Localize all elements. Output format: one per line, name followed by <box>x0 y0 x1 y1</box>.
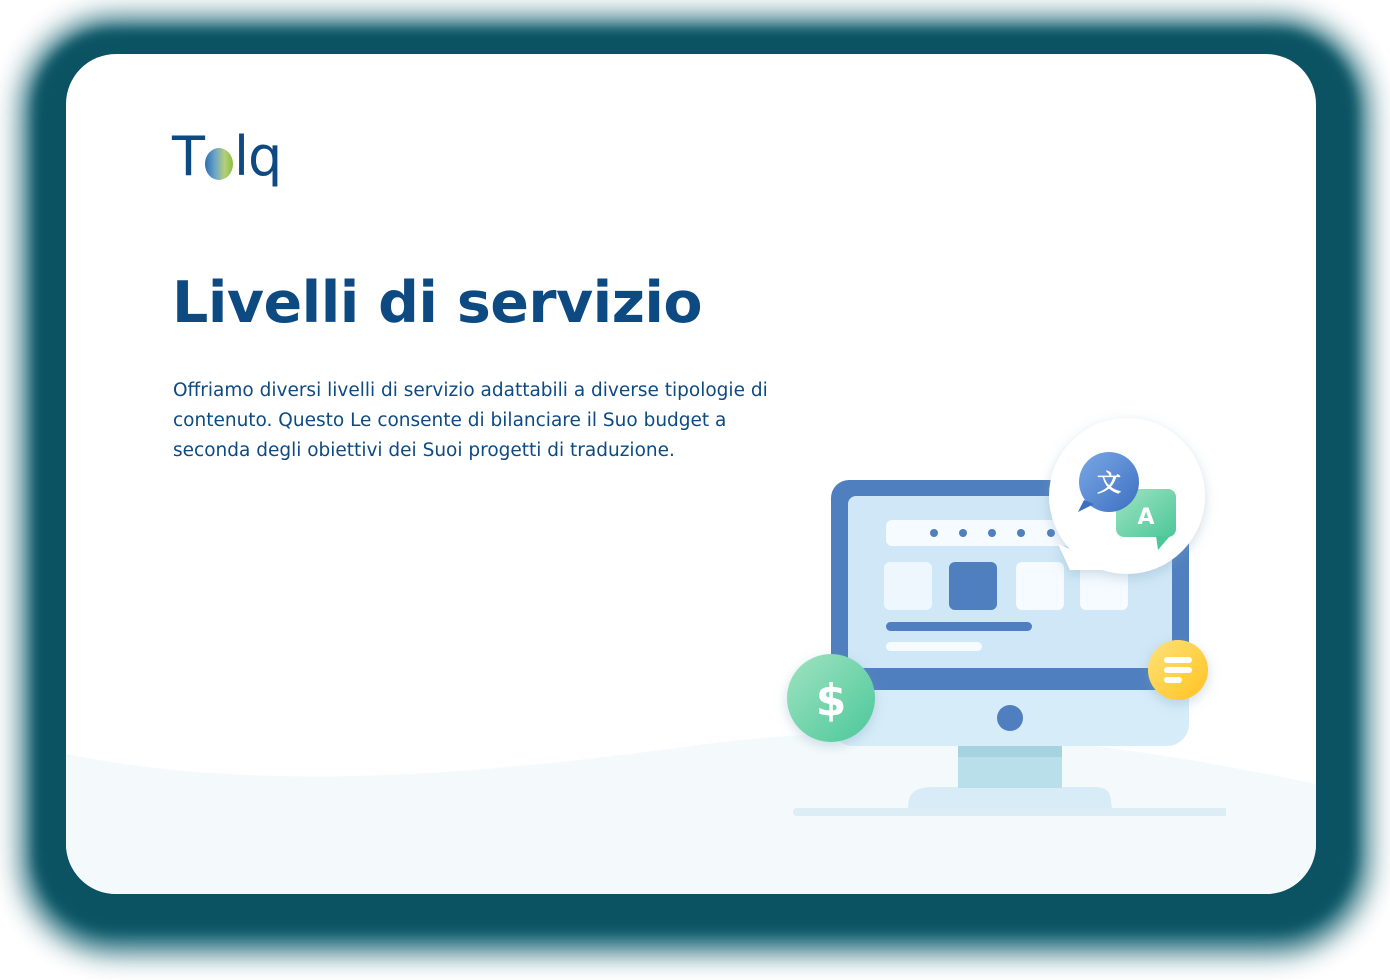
logo-letters-lq: lq <box>234 125 282 188</box>
page-title: Livelli di servizio <box>172 270 703 336</box>
document-lines-icon <box>1148 640 1208 700</box>
dollar-glyph: $ <box>815 675 847 726</box>
page-description: Offriamo diversi livelli di servizio adattabili a diverse tipologie di contenuto. Questo Le consente di bilanciare il Suo budget a seconda degli obiettivi dei Suoi progetti di traduzione. <box>173 380 768 461</box>
logo-o-mark-icon <box>205 148 233 180</box>
content-card <box>66 54 1316 894</box>
logo-letter-t: T <box>172 125 204 188</box>
dollar-coin-icon <box>787 654 875 742</box>
translate-glyph-wen: 文 <box>1097 469 1121 497</box>
floor-line <box>793 808 1226 816</box>
tolq-logo[interactable] <box>172 126 281 196</box>
translate-glyph-a: A <box>1137 505 1155 530</box>
service-illustration <box>766 344 1226 834</box>
